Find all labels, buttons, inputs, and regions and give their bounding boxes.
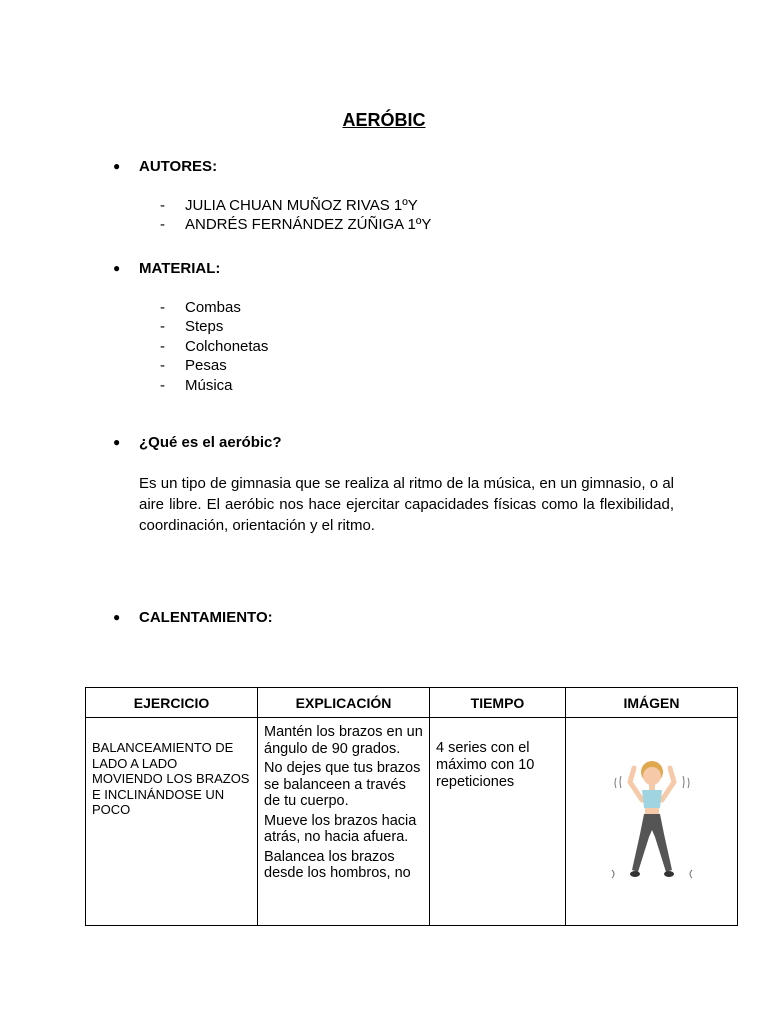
explicacion-text xyxy=(258,718,429,882)
list-item: - Colchonetas xyxy=(160,337,269,355)
material-heading-row xyxy=(113,260,220,277)
bullet-icon: ● xyxy=(113,435,121,449)
warmup-table xyxy=(85,687,738,926)
header-explicacion: EXPLICACIÓN xyxy=(258,688,430,718)
list-item: - JULIA CHUAN MUÑOZ RIVAS 1ºY xyxy=(160,197,418,214)
material-heading: MATERIAL: xyxy=(139,260,221,277)
explicacion-line: Mantén los brazos en un ángulo de 90 grados. xyxy=(264,724,423,757)
list-item: - ANDRÉS FERNÁNDEZ ZÚÑIGA 1ºY xyxy=(160,216,432,234)
autores-heading-row xyxy=(113,158,217,175)
que-es-heading-row xyxy=(113,434,282,451)
list-item: - Música xyxy=(160,376,233,394)
calentamiento-heading: CALENTAMIENTO: xyxy=(139,609,273,626)
bullet-icon: ● xyxy=(113,261,121,275)
table-row xyxy=(86,718,738,926)
explicacion-line: Mueve los brazos hacia atrás, no hacia afuera. xyxy=(264,812,417,845)
autores-list xyxy=(160,196,431,235)
document-title: AERÓBIC xyxy=(342,110,426,130)
cell-imagen xyxy=(566,718,738,926)
autores-heading: AUTORES: xyxy=(139,158,218,175)
list-item: - Pesas xyxy=(160,357,227,375)
list-item: - Steps xyxy=(160,318,224,336)
bullet-icon: ● xyxy=(113,610,121,624)
explicacion-line: No dejes que tus brazos se balanceen a través de tu cuerpo. xyxy=(264,760,421,809)
header-tiempo: TIEMPO xyxy=(430,688,566,718)
ejercicio-text: BALANCEAMIENTO DE LADO A LADO MOVIENDO LOS BRAZOS E INCLINÁNDOSE UN POCO xyxy=(92,740,250,817)
cell-ejercicio xyxy=(86,718,258,926)
que-es-heading: ¿Qué es el aeróbic? xyxy=(139,434,282,451)
cell-tiempo xyxy=(430,718,566,926)
explicacion-line: Balancea los brazos desde los hombros, no xyxy=(264,848,411,881)
header-ejercicio: EJERCICIO xyxy=(86,688,258,718)
exercise-figure-illustration xyxy=(602,742,702,892)
header-imagen: IMÁGEN xyxy=(566,688,738,718)
bullet-icon: ● xyxy=(113,159,121,173)
table-header-row xyxy=(86,688,738,718)
list-item: - Combas xyxy=(160,299,241,316)
material-list xyxy=(160,298,268,395)
que-es-paragraph: Es un tipo de gimnasia que se realiza al ritmo de la música, en un gimnasio, o al aire libre. El aeróbic nos hace ejercitar capacidades físicas como la flexibilidad, coordinación, orientación y el ritmo. xyxy=(139,475,674,534)
cell-explicacion xyxy=(258,718,430,926)
tiempo-text: 4 series con el máximo con 10 repeticiones xyxy=(436,740,535,790)
calentamiento-heading-row xyxy=(113,609,273,626)
